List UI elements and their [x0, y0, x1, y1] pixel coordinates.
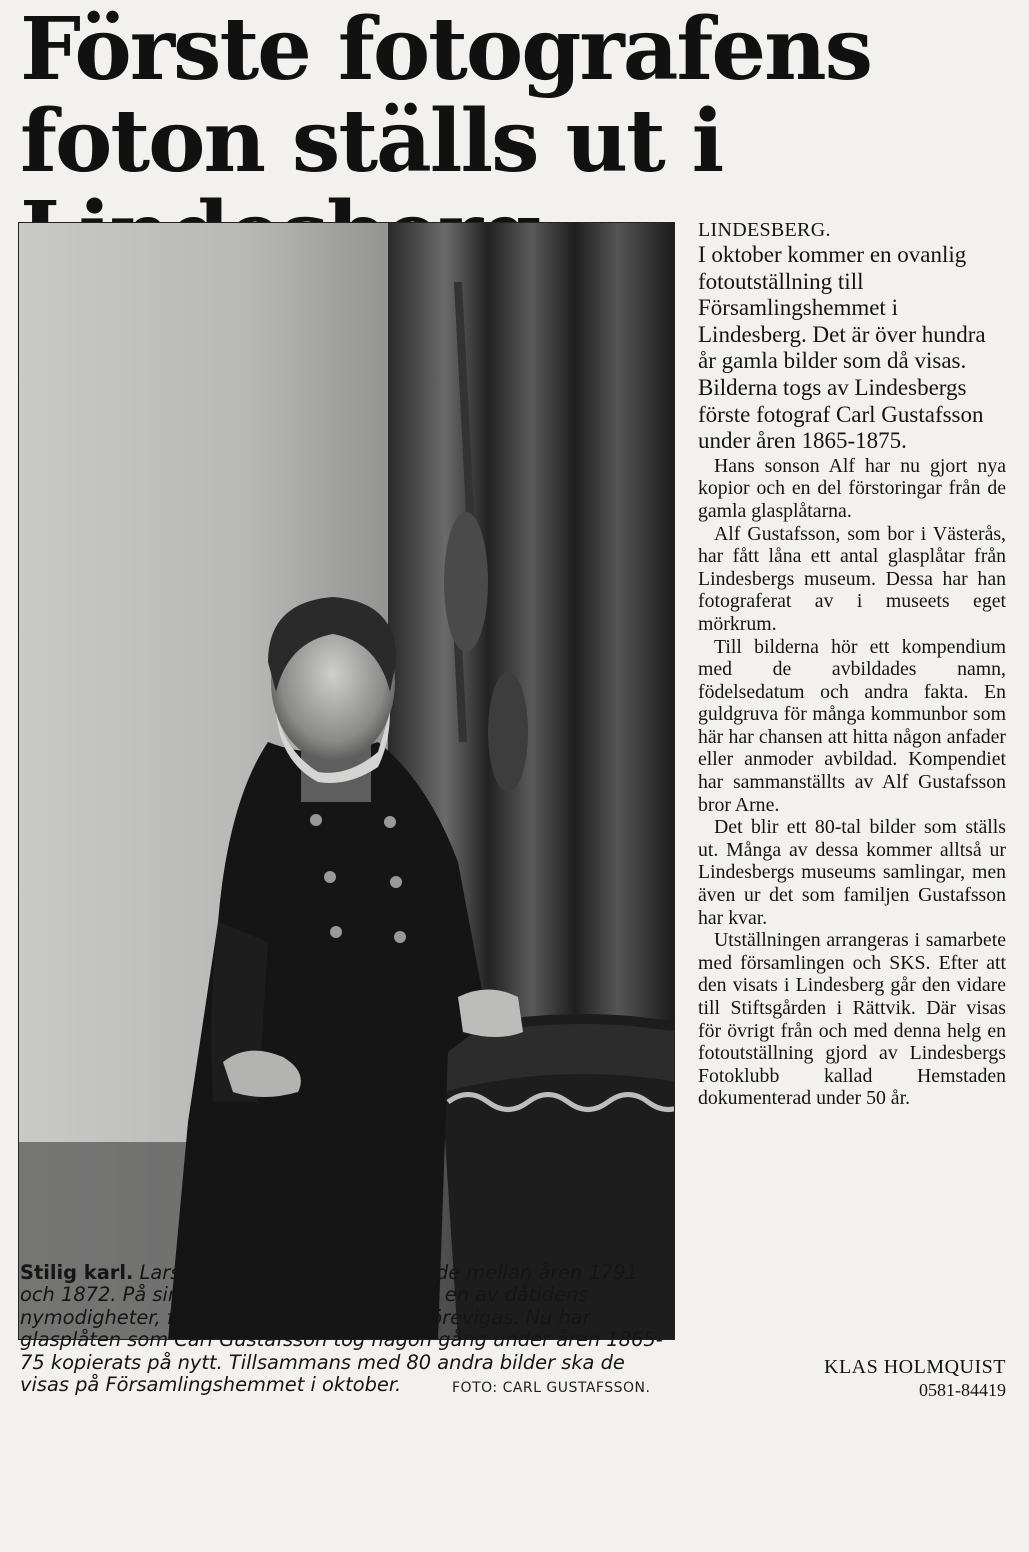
photo-caption — [20, 1262, 675, 1396]
headline: Förste fotografens foton ställs ut i — [20, 0, 872, 192]
article-column — [698, 218, 1006, 1110]
paragraph: Till bilderna hör ett kompendium med de avbildades namn, födelsedatum och andra fakta. En guldgruva för många kommunbor som här har chansen att hitta någon anfader eller anmoder avbildad. Kompendiet har sammanställts av Alf Gustafsson bror Arne. — [698, 635, 1006, 816]
byline — [800, 1355, 1006, 1401]
photo-credit: FOTO: CARL GUSTAFSSON. — [452, 1380, 651, 1396]
dateline: LINDESBERG. — [698, 219, 831, 241]
byline-name: KLAS HOLMQUIST — [824, 1356, 1006, 1378]
caption-lead: Stilig karl. — [20, 1261, 134, 1284]
byline-phone: 0581-84419 — [919, 1380, 1006, 1400]
caption-text: Lars Jansson, Nederhyttan, levde mellan åren 1791 och 1872. På sin ålders höst sökte han upp en av dåtidens nymodigheter, fotografen, för att låta sig förevigas. Nu har glasplåten som Carl Gustafsson tog någon gång under åren 1865-75 kopierats på nytt. Tillsammans med 80 andra bilder ska de visas på Församlingshemmet i oktober. — [20, 1261, 663, 1397]
paragraph: Utställningen arrangeras i samarbete med församlingen och SKS. Efter att den visats i Lindesberg går den vidare till Stiftsgården i Rättvik. Där visas för övrigt från och med denna helg en fotoutställning gjord av Lindesbergs Fotoklubb kallad Hemstaden dokumenterad under 50 år. — [698, 929, 1006, 1110]
ingress: I oktober kommer en ovanlig fotoutställning till Församlingshemmet i Lindesberg. Det är över hundra år gamla bilder som då visas. Bilderna togs av Lindesbergs förste fotograf Carl Gustafsson under åren 1865-1875. — [698, 242, 986, 454]
paragraph: Hans sonson Alf har nu gjort nya kopior och en del förstoringar från de gamla glasplåtarna. — [698, 454, 1006, 522]
paragraph: Alf Gustafsson, som bor i Västerås, har fått låna ett antal glasplåtar från Lindesbergs museum. Dessa har han fotograferat av i museets eget mörkrum. — [698, 522, 1006, 635]
paragraph: Det blir ett 80-tal bilder som ställs ut. Många av dessa kommer alltså ur Lindesbergs museums samlingar, men även ur det som familjen Gustafsson har kvar. — [698, 816, 1006, 929]
article-body — [698, 455, 1006, 1110]
